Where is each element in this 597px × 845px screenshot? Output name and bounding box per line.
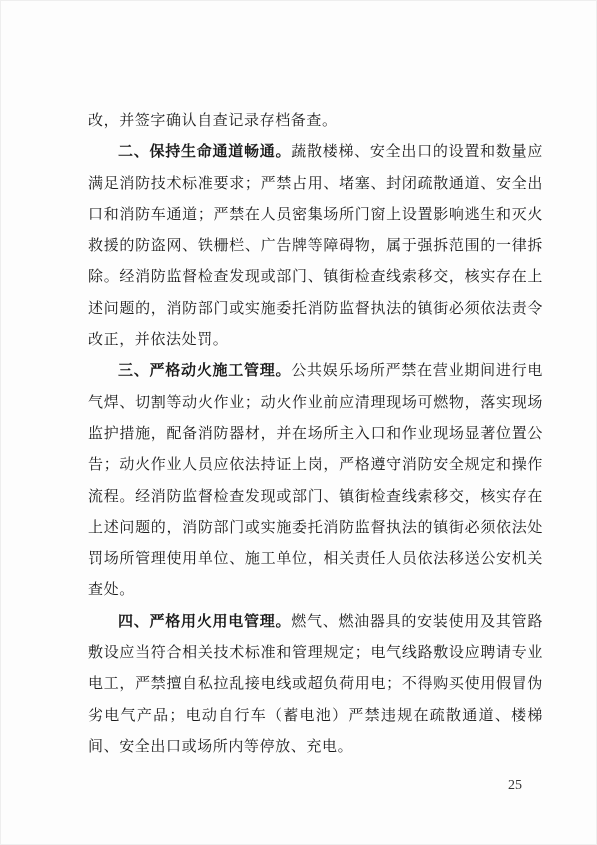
- paragraph-text: 公共娱乐场所严禁在营业期间进行电气焊、切割等动火作业；动火作业前应清理现场可燃物，落实现场监护措施，配备消防器材，并在场所主入口和作业现场显著位置公告；动火作业人员应依法持证上岗，严格遵守消防安全规定和操作流程。经消防监督检查发现或部门、镇街检查线索移交，核实存在上述问题的，消防部门或实施委托消防监督执法的镇街必须依法处罚场所管理使用单位、施工单位，相关责任人员依法移送公安机关查处。: [88, 361, 543, 599]
- document-body: [88, 105, 543, 762]
- paragraph-heading: 三、严格动火施工管理。: [118, 361, 292, 380]
- paragraph-heading: 四、严格用火用电管理。: [118, 611, 292, 630]
- paragraph-text: 蔬散楼梯、安全出口的设置和数量应满足消防技术标准要求；严禁占用、堵塞、封闭疏散通道、安全出口和消防车通道；严禁在人员密集场所门窗上设置影响逃生和灭火救援的防盗网、铁栅栏、广告牌等障碍物，属于强拆范围的一律拆除。经消防监督检查发现或部门、镇街检查线索移交，核实存在上述问题的，消防部门或实施委托消防监督执法的镇街必须依法责令改正，并依法处罚。: [88, 142, 543, 349]
- paragraph-life-passage: [88, 136, 543, 355]
- paragraph-hot-work: [88, 355, 543, 605]
- page-number: 25: [508, 778, 522, 793]
- paragraph-text: 燃气、燃油器具的安装使用及其管路敷设应当符合相关技术标准和管理规定；电气线路敷设应聘请专业电工，严禁擅自私拉乱接电线或超负荷用电；不得购买使用假冒伪劣电气产品；电动自行车（蓄电池）严禁违规在疏散通道、楼梯间、安全出口或场所内等停放、充电。: [88, 611, 543, 755]
- paragraph-heading: 二、保持生命通道畅通。: [118, 142, 292, 161]
- paragraph-fire-electricity: [88, 606, 543, 762]
- paragraph-text: 改，并签字确认自查记录存档备查。: [88, 111, 338, 129]
- paragraph-continuation: [88, 105, 543, 136]
